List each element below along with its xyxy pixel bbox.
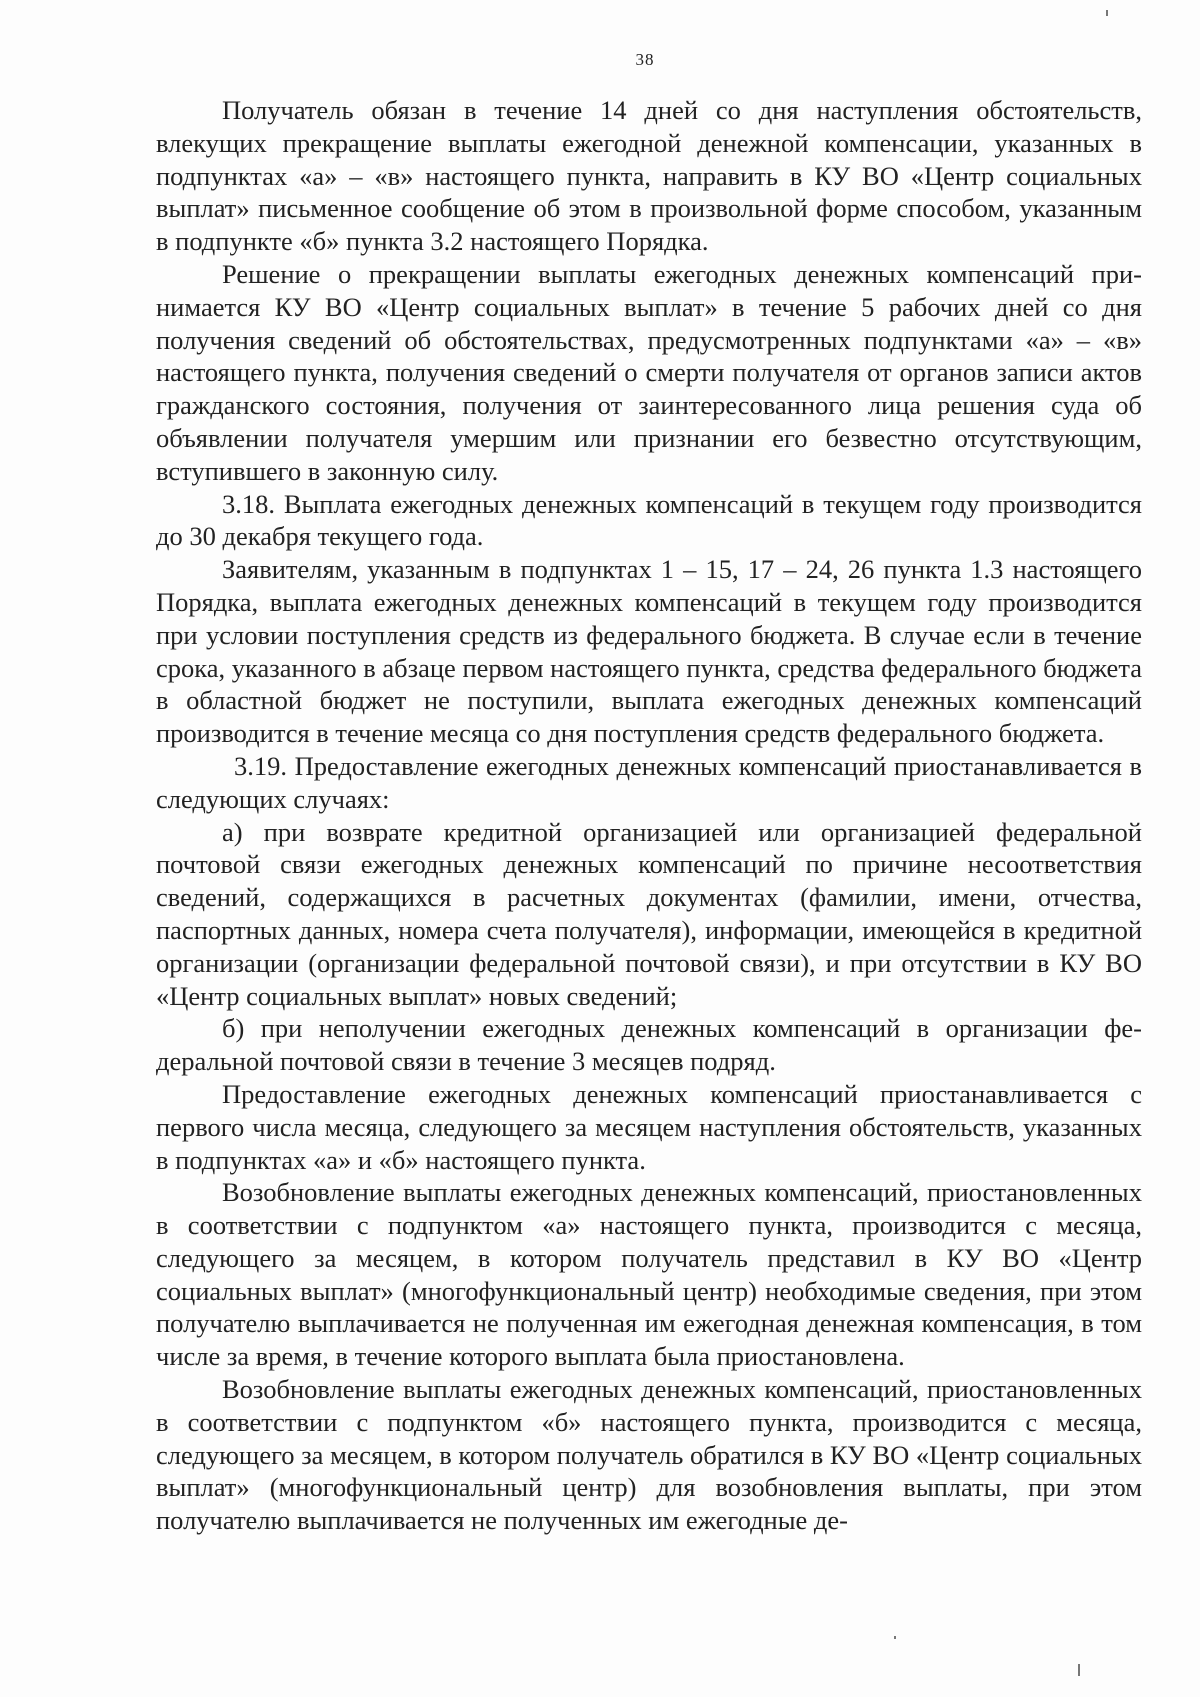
paragraph-resumption-a: Возобновление выплаты ежегодных денежных компенсаций, приостановленных в соответствии с подпунктом «а» настоящего пункта, производится с месяца, следующего за месяцем, в котором получатель представил в КУ ВО «Центр социальных выплат» (многофункциональный центр) необходимые сведения, при этом получателю выплачивается не полученная им ежегодная денежная компенсация, в том числе за время, в течение которого выплата была приостановлена.	[156, 1177, 1142, 1372]
paragraph-suspension-start: Предоставление ежегодных денежных компенсаций приостанавливается с первого числа месяца, следующего за месяцем наступления обстоятельств, указанных в подпунктах «а» и «б» настоящего пункта.	[156, 1078, 1142, 1175]
document-body	[156, 94, 1142, 1537]
paragraph-federal-budget-applicants: Заявителям, указанным в подпунктах 1 – 15, 17 – 24, 26 пункта 1.3 настоящего Порядка, выплата ежегодных денежных компенсаций в текущем году производится при условии поступления средств из федерального бюджета. В случае если в течение срока, указанного в абзаце первом настоящего пункта, средства федерального бюджета в областной бюджет не поступили, выплата ежегодных денежных компенсаций производится в течение месяца со дня поступления средств федерального бюджета.	[156, 554, 1142, 749]
paragraph-3-18: 3.18. Выплата ежегодных денежных компенсаций в текущем году производится до 30 декабря текущего года.	[156, 488, 1142, 552]
paragraph-resumption-b: Возобновление выплаты ежегодных денежных компенсаций, приостановленных в соответствии с подпунктом «б» настоящего пункта, производится с месяца, следующего за месяцем, в котором получатель обратился в КУ ВО «Центр социальных выплат» (многофункциональный центр) для возобновления выплаты, при этом получателю выплачивается не полученных им ежегодные де-	[156, 1374, 1142, 1536]
scan-artifact	[1106, 10, 1108, 16]
page-number: 38	[635, 50, 655, 69]
scan-artifact	[1078, 1664, 1080, 1676]
paragraph-termination-decision: Решение о прекращении выплаты ежегодных денежных компенсаций принимается КУ ВО «Центр социальных выплат» в течение 5 рабочих дней со дня получения сведений об обстоятельствах, предусмотренных подпунктами «а» – «в» настоящего пункта, получения сведений о смерти получателя от органов записи актов гражданского состояния, получения от заинтересованного лица решения суда об объявлении получателя умершим или признании его безвестно отсутствующим, вступившего в законную силу.	[156, 258, 1142, 486]
scan-artifact	[894, 1636, 896, 1639]
paragraph-recipient-obligation: Получатель обязан в течение 14 дней со дня наступления обстоятельств, влекущих прекращение выплаты ежегодной денежной компенсации, указанных в подпунктах «а» – «в» настоящего пункта, направить в КУ ВО «Центр социальных выплат» письменное сообщение об этом в произвольной форме способом, указанным в подпункте «б» пункта 3.2 настоящего Порядка.	[156, 95, 1142, 257]
paragraph-3-19: 3.19. Предоставление ежегодных денежных компенсаций приостанавливается в следующих случаях:	[156, 750, 1142, 814]
paragraph-subpoint-b: б) при неполучении ежегодных денежных компенсаций в организации федеральной почтовой связи в течение 3 месяцев подряд.	[156, 1013, 1142, 1077]
paragraph-subpoint-a: а) при возврате кредитной организацией или организацией федеральной почтовой связи ежегодных денежных компенсаций по причине несоответствия сведений, содержащихся в расчетных документах (фамилии, имени, отчества, паспортных данных, номера счета получателя), информации, имеющейся в кредитной организации (организации федеральной почтовой связи), и при отсутствии в КУ ВО «Центр социальных выплат» новых сведений;	[156, 816, 1142, 1011]
